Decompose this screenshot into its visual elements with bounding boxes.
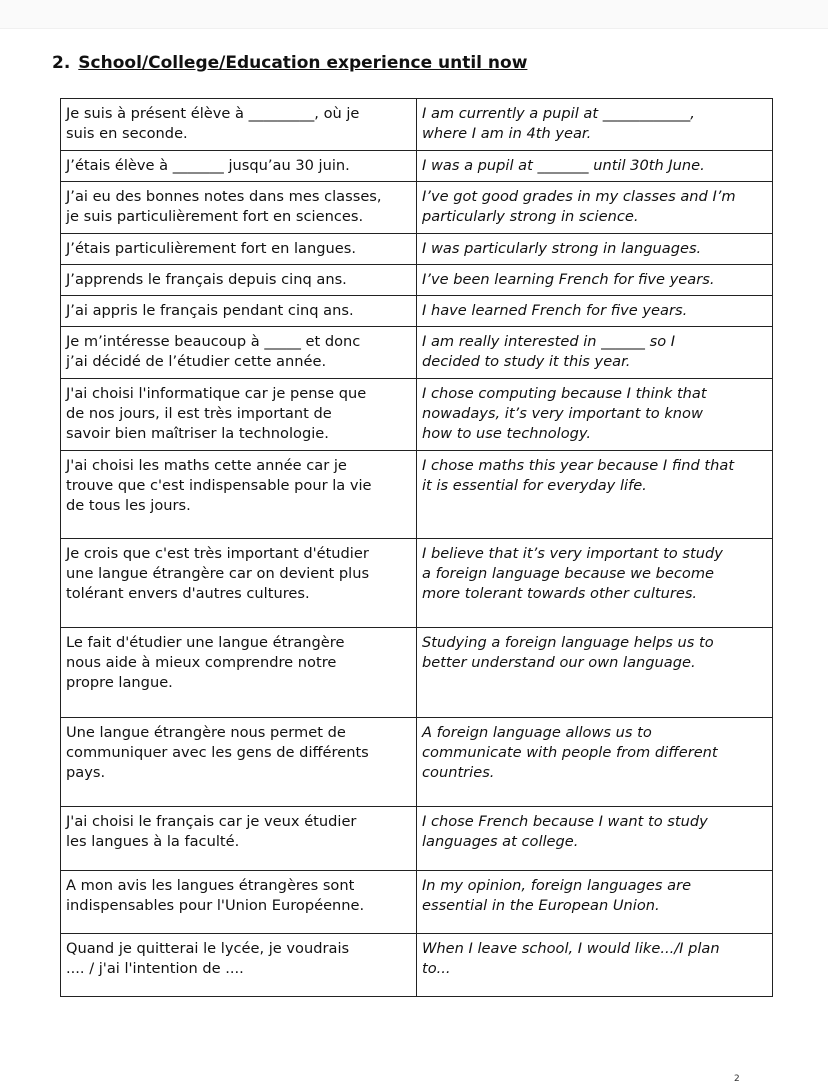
french-line: A mon avis les langues étrangères sont [66,877,355,894]
english-translation-cell [417,718,773,807]
english-translation-cell [417,151,773,182]
french-line: Je suis à présent élève à _________, où je [66,105,360,122]
english-translation-cell [417,539,773,628]
french-line: Je crois que c'est très important d'étudier [66,545,369,562]
english-line: I am really interested in ______ so I [422,333,676,350]
french-line: J’apprends le français depuis cinq ans. [66,271,347,288]
french-phrase-cell [61,151,417,182]
english-translation-cell [417,265,773,296]
french-phrase-cell [61,234,417,265]
english-translation-cell [417,628,773,718]
french-line: j’ai décidé de l’étudier cette année. [66,353,327,370]
english-line: I was particularly strong in languages. [422,240,702,257]
english-translation-cell [417,807,773,871]
french-line: J’ai appris le français pendant cinq ans. [66,302,354,319]
english-line: nowadays, it’s very important to know [422,405,703,422]
english-line: In my opinion, foreign languages are [422,877,692,894]
french-line: indispensables pour l'Union Européenne. [66,897,365,914]
english-line: I’ve been learning French for five years. [422,271,715,288]
english-line: I was a pupil at _______ until 30th June. [422,157,705,174]
french-phrase-cell [61,379,417,451]
english-translation-cell [417,296,773,327]
phrase-table [60,98,773,997]
table-row [61,451,773,539]
table-row [61,234,773,265]
french-phrase-cell [61,265,417,296]
french-line: Le fait d'étudier une langue étrangère [66,634,345,651]
table-row [61,807,773,871]
french-phrase-cell [61,296,417,327]
french-line: je suis particulièrement fort en sciences. [66,208,364,225]
english-line: I’ve got good grades in my classes and I’m [422,188,736,205]
english-line: I chose computing because I think that [422,385,707,402]
french-phrase-cell [61,934,417,997]
french-line: J’étais élève à _______ jusqu’au 30 juin. [66,157,350,174]
table-row [61,871,773,934]
french-phrase-cell [61,807,417,871]
french-line: nous aide à mieux comprendre notre [66,654,337,671]
english-translation-cell [417,99,773,151]
french-line: trouve que c'est indispensable pour la vie [66,477,372,494]
english-line: better understand our own language. [422,654,696,671]
page-number: 2 [734,1074,740,1084]
english-line: it is essential for everyday life. [422,477,647,494]
page-top-band [0,0,828,29]
french-phrase-cell [61,718,417,807]
english-line: essential in the European Union. [422,897,660,914]
english-translation-cell [417,451,773,539]
table-row [61,296,773,327]
section-number: 2. [52,53,71,73]
french-line: Je m’intéresse beaucoup à _____ et donc [66,333,361,350]
section-heading [52,53,527,73]
table-row [61,265,773,296]
french-line: J'ai choisi l'informatique car je pense que [66,385,367,402]
french-phrase-cell [61,327,417,379]
french-phrase-cell [61,182,417,234]
english-line: a foreign language because we become [422,565,715,582]
english-line: When I leave school, I would like.../I plan [422,940,720,957]
english-translation-cell [417,871,773,934]
french-line: Quand je quitterai le lycée, je voudrais [66,940,350,957]
section-title: School/College/Education experience until now [78,53,528,73]
french-phrase-cell [61,871,417,934]
english-translation-cell [417,934,773,997]
english-line: I am currently a pupil at ____________, [422,105,695,122]
french-line: J’étais particulièrement fort en langues. [66,240,356,257]
table-row [61,151,773,182]
english-line: countries. [422,764,495,781]
english-translation-cell [417,327,773,379]
english-line: more tolerant towards other cultures. [422,585,698,602]
table-row [61,182,773,234]
table-row [61,628,773,718]
english-line: languages at college. [422,833,579,850]
english-line: to... [422,960,451,977]
french-phrase-cell [61,99,417,151]
french-line: de nos jours, il est très important de [66,405,332,422]
french-line: J'ai choisi les maths cette année car je [66,457,347,474]
french-line: savoir bien maîtriser la technologie. [66,425,329,442]
french-line: propre langue. [66,674,173,691]
french-line: .... / j'ai l'intention de .... [66,960,244,977]
french-line: les langues à la faculté. [66,833,240,850]
table-row [61,718,773,807]
english-line: I chose French because I want to study [422,813,708,830]
french-line: suis en seconde. [66,125,188,142]
english-line: decided to study it this year. [422,353,631,370]
english-line: particularly strong in science. [422,208,639,225]
french-line: J'ai choisi le français car je veux étudier [66,813,357,830]
table-row [61,99,773,151]
english-line: where I am in 4th year. [422,125,592,142]
english-line: communicate with people from different [422,744,718,761]
english-line: I believe that it’s very important to study [422,545,723,562]
table-row [61,934,773,997]
french-line: une langue étrangère car on devient plus [66,565,370,582]
french-phrase-cell [61,451,417,539]
french-line: communiquer avec les gens de différents [66,744,369,761]
english-line: A foreign language allows us to [422,724,652,741]
french-phrase-cell [61,628,417,718]
table-row [61,539,773,628]
english-line: I chose maths this year because I find that [422,457,735,474]
french-line: Une langue étrangère nous permet de [66,724,346,741]
english-translation-cell [417,234,773,265]
french-line: de tous les jours. [66,497,191,514]
table-row [61,327,773,379]
english-line: how to use technology. [422,425,592,442]
english-translation-cell [417,182,773,234]
french-line: J’ai eu des bonnes notes dans mes classes, [66,188,382,205]
english-translation-cell [417,379,773,451]
english-line: Studying a foreign language helps us to [422,634,714,651]
french-line: tolérant envers d'autres cultures. [66,585,310,602]
table-row [61,379,773,451]
french-line: pays. [66,764,106,781]
french-phrase-cell [61,539,417,628]
english-line: I have learned French for five years. [422,302,688,319]
